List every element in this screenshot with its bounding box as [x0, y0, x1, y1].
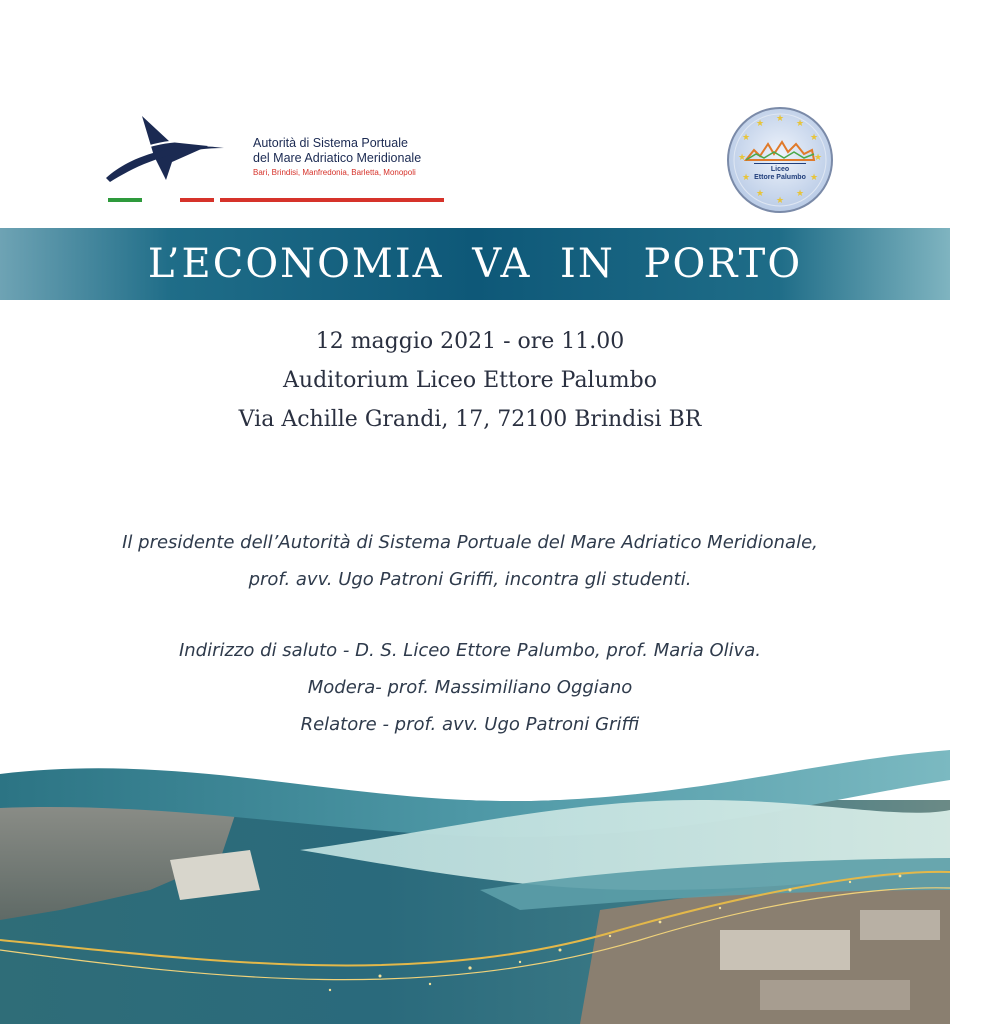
svg-text:★: ★ — [795, 119, 805, 129]
port-authority-name-line1: Autorità di Sistema Portuale — [253, 136, 408, 150]
svg-text:★: ★ — [809, 173, 819, 183]
event-description — [0, 524, 940, 743]
svg-text:★: ★ — [775, 114, 785, 124]
svg-text:★: ★ — [809, 133, 819, 143]
event-title: L’ECONOMIA VA IN PORTO — [147, 241, 803, 287]
school-name-line2: Ettore Palumbo — [754, 174, 806, 181]
port-authority-name-line2: del Mare Adriatico Meridionale — [253, 151, 422, 165]
program-line3: Relatore - prof. avv. Ugo Patroni Griffi — [300, 714, 640, 735]
description-line2: prof. avv. Ugo Patroni Griffi, incontra gli studenti. — [248, 569, 692, 590]
svg-text:★: ★ — [737, 153, 747, 163]
ship-logo-icon — [104, 112, 244, 196]
school-name-line1: Liceo — [770, 166, 790, 173]
program-line2: Modera- prof. Massimiliano Oggiano — [307, 677, 633, 698]
school-seal-icon — [724, 104, 836, 216]
event-venue: Auditorium Liceo Ettore Palumbo — [283, 368, 657, 393]
italian-flag-bars — [108, 198, 444, 202]
svg-text:★: ★ — [741, 173, 751, 183]
svg-text:★: ★ — [741, 133, 751, 143]
port-authority-ports: Bari, Brindisi, Manfredonia, Barletta, Monopoli — [253, 168, 416, 177]
port-aerial-illustration — [0, 740, 950, 1024]
description-line1: Il presidente dell’Autorità di Sistema Portuale del Mare Adriatico Meridionale, — [122, 532, 818, 553]
svg-text:★: ★ — [775, 196, 785, 206]
event-date-time: 12 maggio 2021 - ore 11.00 — [315, 329, 625, 354]
svg-text:★: ★ — [813, 153, 823, 163]
port-authority-logo — [104, 112, 449, 208]
event-info — [0, 322, 940, 439]
svg-text:★: ★ — [755, 119, 765, 129]
school-logo — [724, 104, 836, 216]
program-line1: Indirizzo di saluto - D. S. Liceo Ettore Palumbo, prof. Maria Oliva. — [178, 640, 762, 661]
title-band — [0, 228, 950, 300]
svg-text:★: ★ — [795, 189, 805, 199]
event-address: Via Achille Grandi, 17, 72100 Brindisi BR — [238, 407, 702, 432]
svg-text:★: ★ — [755, 189, 765, 199]
